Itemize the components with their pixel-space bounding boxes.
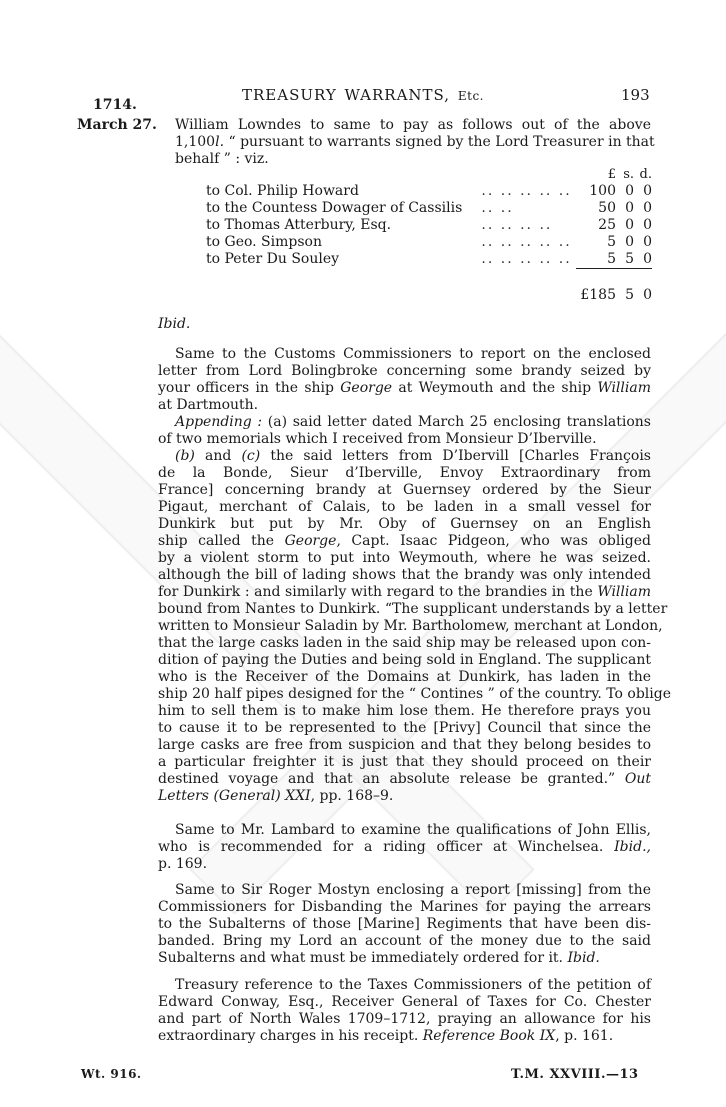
total-row <box>206 286 652 306</box>
shillings-header: s. <box>623 167 634 182</box>
text-line: that the large casks laden in the said ship may be released upon con- <box>158 635 651 651</box>
total-rule <box>206 269 652 286</box>
payee: to Col. Philip Howard <box>206 183 359 199</box>
table-row <box>206 183 652 200</box>
amount-pence: 0 <box>643 217 652 233</box>
text-line: dition of paying the Duties and being sold in England. The supplicant <box>158 652 651 668</box>
text-line: William Lowndes to same to pay as follows out of the above <box>175 117 651 133</box>
text-line: p. 169. <box>158 856 208 872</box>
table-row <box>206 234 652 251</box>
text-line: your officers in the ship George at Weymouth and the ship William <box>158 380 651 396</box>
text-line: Same to Mr. Lambard to examine the qualifications of John Ellis, <box>175 822 651 838</box>
ibid-reference: Ibid. <box>158 316 191 332</box>
payments-table <box>206 166 652 306</box>
text-line: and part of North Wales 1709–1712, praying an allowance for his <box>158 1011 651 1027</box>
text-line: Dunkirk but put by Mr. Oby of Guernsey on an English <box>158 516 651 532</box>
text-line: Same to the Customs Commissioners to report on the enclosed <box>175 346 651 362</box>
total-shillings: 5 <box>625 287 634 303</box>
leader-dots: .. .. <box>481 200 514 216</box>
text-line: Edward Conway, Esq., Receiver General of Taxes for Co. Chester <box>158 994 651 1010</box>
payee: to Peter Du Souley <box>206 251 340 268</box>
text-line: ship 20 half pipes designed for the “ Contines ” of the country. To oblige <box>158 686 672 702</box>
leader-dots: .. .. .. .. .. <box>481 183 572 199</box>
footer-print-mark: Wt. 916. <box>81 1067 142 1081</box>
text-line: for Dunkirk : and similarly with regard to the brandies in the William <box>158 584 651 600</box>
amount-shillings: 0 <box>625 217 634 233</box>
amount-pence: 0 <box>643 234 652 250</box>
amount-pounds: 50 <box>598 200 616 216</box>
text-line: him to sell them is to make him lose them. He therefore prays you <box>158 703 651 719</box>
footer-signature: T.M. XXVIII.—13 <box>511 1067 639 1082</box>
text-line: by a violent storm to put into Weymouth, where he was seized. <box>158 550 651 566</box>
amount-pounds: 100 <box>589 183 616 199</box>
pounds-header: £ <box>607 167 616 182</box>
text-line: extraordinary charges in his receipt. Reference Book IX, p. 161. <box>158 1028 614 1044</box>
header-title: TREASURY WARRANTS, <box>242 86 451 104</box>
margin-date: March 27. <box>77 117 157 133</box>
text-line: 1,100l. “ pursuant to warrants signed by the Lord Treasurer in that <box>175 134 655 150</box>
text-line: of two memorials which I received from Monsieur D’Iberville. <box>158 431 597 447</box>
amount-pounds: 5 <box>607 251 616 267</box>
text-line: written to Monsieur Saladin by Mr. Bartholomew, merchant at London, <box>158 618 663 634</box>
text-line: Subalterns and what must be immediately ordered for it. Ibid. <box>158 950 600 966</box>
amount-pounds: 5 <box>607 234 616 250</box>
margin-year: 1714. <box>93 97 137 113</box>
amount-shillings: 5 <box>625 251 634 267</box>
text-line: bound from Nantes to Dunkirk. “The supplicant understands by a letter <box>158 601 668 617</box>
page-number: 193 <box>621 86 650 104</box>
text-line: a particular freighter it is just that they should proceed on their <box>158 754 651 770</box>
text-line: destined voyage and that an absolute release be granted.” Out <box>158 771 651 787</box>
mostyn-paragraph <box>158 882 651 967</box>
amount-shillings: 0 <box>625 200 634 216</box>
table-row <box>206 217 652 234</box>
amount-shillings: 0 <box>625 234 634 250</box>
total-pounds: £185 <box>580 287 616 303</box>
text-line: de la Bonde, Sieur d’Iberville, Envoy Extraordinary from <box>158 465 651 481</box>
text-line: Commissioners for Disbanding the Marines for paying the arrears <box>158 899 651 915</box>
payee: to the Countess Dowager of Cassilis <box>206 200 463 216</box>
amount-shillings: 0 <box>625 183 634 199</box>
total-pence: 0 <box>643 287 652 303</box>
text-line: Treasury reference to the Taxes Commissioners of the petition of <box>175 977 651 993</box>
amount-pence: 0 <box>643 183 652 199</box>
intro-paragraph <box>175 117 655 168</box>
leader-dots: .. .. .. .. <box>481 217 553 233</box>
text-line: letter from Lord Bolingbroke concerning some brandy seized by <box>158 363 651 379</box>
text-line: Pigaut, merchant of Calais, to be laden in a small vessel for <box>158 499 651 515</box>
letters-paragraph <box>158 448 672 805</box>
payee: to Thomas Atterbury, Esq. <box>206 217 392 233</box>
table-row <box>206 200 652 217</box>
leader-dots: .. .. .. .. .. <box>481 251 572 268</box>
text-line: to cause it to be represented to the [Privy] Council that since the <box>158 720 651 736</box>
text-line: banded. Bring my Lord an account of the money due to the said <box>158 933 651 949</box>
customs-paragraph <box>158 346 651 414</box>
pence-header: d. <box>639 167 652 182</box>
payee: to Geo. Simpson <box>206 234 322 250</box>
text-line: who is the Receiver of the Domains at Dunkirk, has laden in the <box>158 669 651 685</box>
taxes-paragraph <box>158 977 651 1045</box>
text-line: to the Subalterns of those [Marine] Regiments that have been dis- <box>158 916 651 932</box>
text-line: although the bill of lading shows that the brandy was only intended <box>158 567 651 583</box>
leader-dots: .. .. .. .. .. <box>481 234 572 250</box>
appending-paragraph <box>158 414 651 448</box>
lambard-paragraph <box>158 822 651 873</box>
amount-pence: 0 <box>643 200 652 216</box>
amount-pence: 0 <box>643 251 652 267</box>
text-line: ship called the George, Capt. Isaac Pidgeon, who was obliged <box>158 533 651 549</box>
text-line: at Dartmouth. <box>158 397 259 413</box>
text-line: Appending : (a) said letter dated March 25 enclosing translations <box>175 414 651 430</box>
text-line: Letters (General) XXI, pp. 168–9. <box>158 788 394 804</box>
text-line: who is recommended for a riding officer at Winchelsea. Ibid., <box>158 839 651 855</box>
table-header-row <box>206 166 652 183</box>
table-row <box>206 251 652 269</box>
text-line: large casks are free from suspicion and that they belong besides to <box>158 737 651 753</box>
text-line: Same to Sir Roger Mostyn enclosing a report [missing] from the <box>175 882 651 898</box>
text-line: France] concerning brandy at Guernsey ordered by the Sieur <box>158 482 651 498</box>
text-line: behalf ” : viz. <box>175 151 269 167</box>
header-title-etc: Etc. <box>457 89 484 103</box>
text-line: (b) and (c) the said letters from D’Ibervill [Charles François <box>175 448 651 464</box>
amount-pounds: 25 <box>598 217 616 233</box>
